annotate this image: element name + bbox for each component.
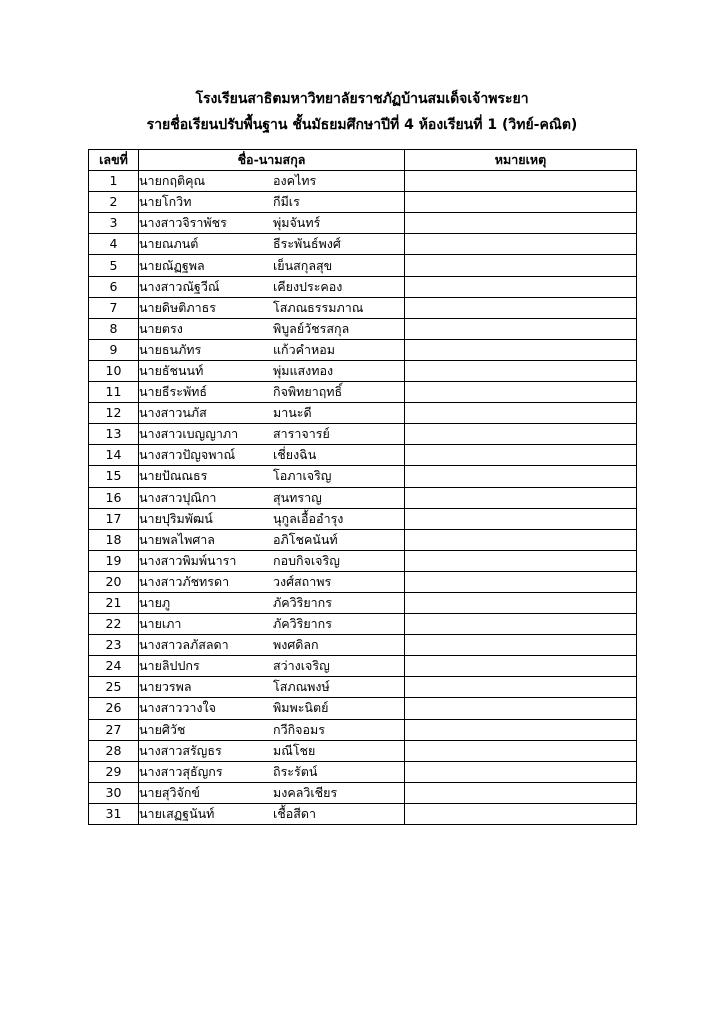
table-row xyxy=(89,234,637,255)
student-name-cell xyxy=(139,677,405,698)
student-first-name: นางสาวนภัส xyxy=(139,405,207,421)
student-note xyxy=(405,276,637,297)
student-name-cell xyxy=(139,466,405,487)
student-first-name: นางสาวพิมพ์นารา xyxy=(139,552,237,568)
student-number: 26 xyxy=(89,698,139,719)
student-first-name: นายภู xyxy=(139,595,171,611)
header-name: ชื่อ-นามสกุล xyxy=(139,150,405,171)
student-number: 18 xyxy=(89,529,139,550)
student-last-name: เชื้อสีดา xyxy=(273,805,317,821)
student-last-name: นุกูลเอื้ออำรุง xyxy=(273,510,344,526)
student-number: 1 xyxy=(89,171,139,192)
student-number: 8 xyxy=(89,318,139,339)
student-note xyxy=(405,234,637,255)
table-body xyxy=(89,171,637,825)
student-roster-table xyxy=(88,149,637,825)
student-number: 24 xyxy=(89,656,139,677)
student-last-name: พิมพะนิตย์ xyxy=(273,700,329,716)
table-row xyxy=(89,171,637,192)
student-name-cell xyxy=(139,550,405,571)
table-row xyxy=(89,761,637,782)
student-note xyxy=(405,466,637,487)
student-note xyxy=(405,571,637,592)
table-row xyxy=(89,635,637,656)
student-note xyxy=(405,782,637,803)
student-name-cell xyxy=(139,403,405,424)
student-name-cell xyxy=(139,803,405,824)
student-first-name: นางสาวสรัญธร xyxy=(139,742,222,758)
table-row xyxy=(89,740,637,761)
student-note xyxy=(405,360,637,381)
student-last-name: พุ่มแสงทอง xyxy=(273,362,334,378)
student-first-name: นายกฤติคุณ xyxy=(139,173,206,189)
table-row xyxy=(89,677,637,698)
student-last-name: ถิระรัตน์ xyxy=(273,763,318,779)
table-row xyxy=(89,360,637,381)
table-row xyxy=(89,318,637,339)
table-row xyxy=(89,803,637,824)
table-row xyxy=(89,550,637,571)
table-row xyxy=(89,782,637,803)
student-number: 22 xyxy=(89,614,139,635)
table-row xyxy=(89,339,637,360)
table-row xyxy=(89,192,637,213)
student-first-name: นายศิวัช xyxy=(139,721,186,737)
student-name-cell xyxy=(139,339,405,360)
student-number: 19 xyxy=(89,550,139,571)
student-last-name: กอบกิจเจริญ xyxy=(273,552,340,568)
student-name-cell xyxy=(139,656,405,677)
student-note xyxy=(405,487,637,508)
student-first-name: นางสาวสุธัญกร xyxy=(139,763,223,779)
student-last-name: พุ่มจันทร์ xyxy=(273,215,321,231)
student-note xyxy=(405,719,637,740)
student-name-cell xyxy=(139,740,405,761)
student-name-cell xyxy=(139,592,405,613)
student-note xyxy=(405,403,637,424)
student-first-name: นางสาวจิราพัชร xyxy=(139,215,227,231)
student-name-cell xyxy=(139,445,405,466)
table-row xyxy=(89,656,637,677)
student-number: 20 xyxy=(89,571,139,592)
student-last-name: พงศดิลก xyxy=(273,637,319,653)
student-name-cell xyxy=(139,171,405,192)
student-last-name: พิบูลย์วัชรสกุล xyxy=(273,320,350,336)
student-number: 25 xyxy=(89,677,139,698)
student-last-name: อภิโชคนันท์ xyxy=(273,531,338,547)
student-first-name: นางสาวปุณิกา xyxy=(139,489,217,505)
student-number: 2 xyxy=(89,192,139,213)
table-row xyxy=(89,487,637,508)
student-number: 31 xyxy=(89,803,139,824)
student-number: 17 xyxy=(89,508,139,529)
student-name-cell xyxy=(139,318,405,339)
student-first-name: นายลิปปกร xyxy=(139,658,200,674)
student-number: 6 xyxy=(89,276,139,297)
student-last-name: โอภาเจริญ xyxy=(273,468,332,484)
student-first-name: นายธีระพัทธ์ xyxy=(139,384,208,400)
table-row xyxy=(89,297,637,318)
student-last-name: โสภณพงษ์ xyxy=(273,679,330,695)
student-first-name: นางสาวภัชทรดา xyxy=(139,573,230,589)
student-first-name: นางสาววางใจ xyxy=(139,700,216,716)
table-row xyxy=(89,255,637,276)
table-row xyxy=(89,719,637,740)
header-number: เลขที่ xyxy=(89,150,139,171)
student-name-cell xyxy=(139,782,405,803)
table-row xyxy=(89,213,637,234)
student-number: 12 xyxy=(89,403,139,424)
student-name-cell xyxy=(139,487,405,508)
student-name-cell xyxy=(139,508,405,529)
student-last-name: แก้วคำหอม xyxy=(273,341,336,357)
student-last-name: ภัควิริยากร xyxy=(273,595,332,611)
student-first-name: นายเภา xyxy=(139,616,182,632)
student-first-name: นายดิษติภาธร xyxy=(139,299,216,315)
student-first-name: นายตรง xyxy=(139,320,183,336)
student-number: 3 xyxy=(89,213,139,234)
student-note xyxy=(405,677,637,698)
student-number: 28 xyxy=(89,740,139,761)
student-first-name: นายณภนต์ xyxy=(139,236,199,252)
student-first-name: นายพลไพศาล xyxy=(139,531,215,547)
student-name-cell xyxy=(139,234,405,255)
student-number: 7 xyxy=(89,297,139,318)
student-last-name: มานะดี xyxy=(273,405,312,421)
student-note xyxy=(405,318,637,339)
student-note xyxy=(405,761,637,782)
student-last-name: กิจพิทยาฤทธิ์ xyxy=(273,384,343,400)
table-row xyxy=(89,382,637,403)
student-name-cell xyxy=(139,297,405,318)
student-note xyxy=(405,339,637,360)
student-last-name: เชี่ยงฉิน xyxy=(273,447,317,463)
student-last-name: กวีกิจอมร xyxy=(273,721,325,737)
student-last-name: สว่างเจริญ xyxy=(273,658,330,674)
student-name-cell xyxy=(139,761,405,782)
student-note xyxy=(405,656,637,677)
student-name-cell xyxy=(139,614,405,635)
school-name: โรงเรียนสาธิตมหาวิทยาลัยราชภัฏบ้านสมเด็จเจ้าพระยา xyxy=(195,91,529,107)
student-name-cell xyxy=(139,719,405,740)
student-number: 9 xyxy=(89,339,139,360)
student-last-name: วงศ์สถาพร xyxy=(273,573,332,589)
student-first-name: นายธัชนนท์ xyxy=(139,362,204,378)
student-name-cell xyxy=(139,635,405,656)
student-last-name: มงคลวิเชียร xyxy=(273,784,338,800)
student-note xyxy=(405,550,637,571)
student-note xyxy=(405,171,637,192)
student-note xyxy=(405,635,637,656)
student-name-cell xyxy=(139,276,405,297)
student-name-cell xyxy=(139,529,405,550)
student-number: 13 xyxy=(89,424,139,445)
student-name-cell xyxy=(139,360,405,381)
student-last-name: กีมีเร xyxy=(273,194,300,210)
student-first-name: นายสุวิจักข์ xyxy=(139,784,200,800)
student-note xyxy=(405,803,637,824)
table-row xyxy=(89,424,637,445)
table-row xyxy=(89,529,637,550)
student-first-name: นายเสฏฐนันท์ xyxy=(139,805,215,821)
student-note xyxy=(405,424,637,445)
student-first-name: นายณัฏฐพล xyxy=(139,257,205,273)
student-last-name: สาราจารย์ xyxy=(273,426,330,442)
student-note xyxy=(405,297,637,318)
student-note xyxy=(405,698,637,719)
student-last-name: เย็นสกุลสุข xyxy=(273,257,333,273)
student-first-name: นางสาวปัญจพาณ์ xyxy=(139,447,236,463)
student-name-cell xyxy=(139,213,405,234)
table-row xyxy=(89,571,637,592)
table-row xyxy=(89,276,637,297)
student-first-name: นายธนภัทร xyxy=(139,341,202,357)
student-number: 11 xyxy=(89,382,139,403)
student-name-cell xyxy=(139,382,405,403)
student-first-name: นายวรพล xyxy=(139,679,192,695)
table-row xyxy=(89,698,637,719)
student-name-cell xyxy=(139,255,405,276)
student-first-name: นายปุริมพัฒน์ xyxy=(139,510,213,526)
table-header-row xyxy=(89,150,637,171)
table-row xyxy=(89,592,637,613)
student-last-name: เคียงประคอง xyxy=(273,278,343,294)
student-last-name: สุนทราญ xyxy=(273,489,322,505)
student-note xyxy=(405,740,637,761)
document-header xyxy=(0,86,724,138)
student-number: 23 xyxy=(89,635,139,656)
student-number: 5 xyxy=(89,255,139,276)
student-first-name: นายปัณณธร xyxy=(139,468,208,484)
header-note: หมายเหตุ xyxy=(405,150,637,171)
student-note xyxy=(405,213,637,234)
student-note xyxy=(405,508,637,529)
student-last-name: โสภณธรรมภาณ xyxy=(273,299,364,315)
student-note xyxy=(405,445,637,466)
student-note xyxy=(405,255,637,276)
student-name-cell xyxy=(139,698,405,719)
student-first-name: นางสาวลภัสลดา xyxy=(139,637,229,653)
table-row xyxy=(89,614,637,635)
student-name-cell xyxy=(139,571,405,592)
table-row xyxy=(89,445,637,466)
student-first-name: นางสาวเบญญาภา xyxy=(139,426,239,442)
student-name-cell xyxy=(139,192,405,213)
student-note xyxy=(405,592,637,613)
student-number: 21 xyxy=(89,592,139,613)
table-row xyxy=(89,466,637,487)
student-first-name: นางสาวณัฐวีณ์ xyxy=(139,278,220,294)
student-number: 4 xyxy=(89,234,139,255)
table-row xyxy=(89,508,637,529)
student-number: 14 xyxy=(89,445,139,466)
student-number: 30 xyxy=(89,782,139,803)
student-number: 16 xyxy=(89,487,139,508)
table-row xyxy=(89,403,637,424)
student-number: 27 xyxy=(89,719,139,740)
student-number: 29 xyxy=(89,761,139,782)
student-last-name: มณีโชย xyxy=(273,742,316,758)
list-title: รายชื่อเรียนปรับพื้นฐาน ชั้นมัธยมศึกษาปีที่ 4 ห้องเรียนที่ 1 (วิทย์-คณิต) xyxy=(146,117,578,133)
student-note xyxy=(405,614,637,635)
student-note xyxy=(405,529,637,550)
student-last-name: องคไทร xyxy=(273,173,317,189)
student-number: 15 xyxy=(89,466,139,487)
student-last-name: ภัควิริยากร xyxy=(273,616,332,632)
student-note xyxy=(405,192,637,213)
student-number: 10 xyxy=(89,360,139,381)
student-note xyxy=(405,382,637,403)
student-name-cell xyxy=(139,424,405,445)
student-first-name: นายโกวิท xyxy=(139,194,192,210)
student-last-name: ธีระพันธ์พงศ์ xyxy=(273,236,341,252)
